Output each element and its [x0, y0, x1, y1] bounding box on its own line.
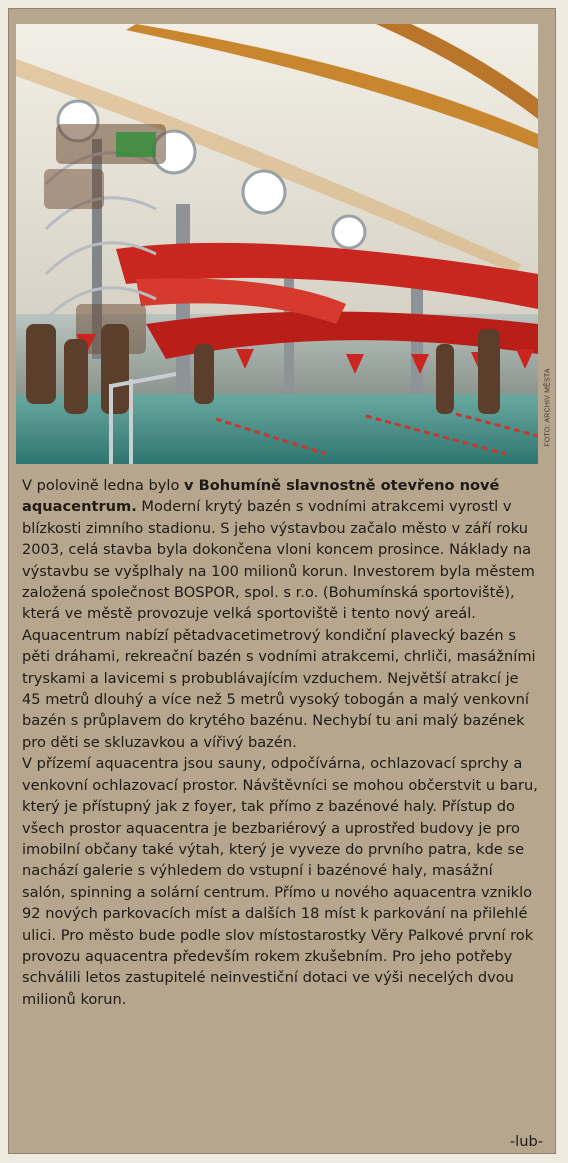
aquacenter-photo-image [16, 24, 538, 464]
photo-credit-text: FOTO: ARCHIV MĚSTA [544, 367, 552, 447]
article-body [22, 475, 540, 1010]
article-paragraph-2: V přízemí aquacentra jsou sauny, odpočívárna, ochlazovací sprchy a venkovní ochlazovací prostor. Návštěvníci se mohou občerstvit u baru, který je přístupný jak z foyer, tak přímo z bazénové haly. Přístup do všech prostor aquacentra je bezbariérový a uprostřed budovy je pro imobilní občany také výtah, který je vyveze do prvního patra, kde se nachází galerie s výhledem do vstupní i bazénové haly, masážní salón, spinning a solární centrum. Přímo u nového aquacentra vzniklo 92 nových parkovacích míst a dalších 18 míst k parkování na přilehlé ulici. Pro město bude podle slov místostarostky Věry Palkové první rok provozu aquacentra především rokem zkušebním. Pro jeho potřeby schválili letos zastupitelé neinvestiční dotaci ve výši necelých dvou milionů korun. [22, 755, 538, 1008]
article-paragraph-1 [22, 475, 540, 753]
photo-credit [541, 357, 555, 457]
body-text: Moderní krytý bazén s vodními atrakcemi vyrostl v blízkosti zimního stadionu. S jeho výstavbou začalo město v září roku 2003, celá stavba byla dokončena vloni koncem prosince. Náklady na výstavbu se vyšplhaly na 100 milionů korun. Investorem byla městem založená společnost BOSPOR, spol. s r.o. (Bohumínská sportoviště), která ve městě provozuje velká sportoviště i tento nový areál. Aquacentrum nabízí pětadvacetimetrový kondiční plavecký bazén s pěti dráhami, rekreační bazén s vodními atrakcemi, chrliči, masážními tryskami a lavicemi s probublávajícím vzduchem. Největší atrakcí je 45 metrů dlouhý a více než 5 metrů vysoký tobogán a malý venkovní bazén s průplavem do krytého bazénu. Nechybí tu ani malý bazének pro děti se skluzavkou a vířivý bazén. [22, 498, 536, 751]
lead-plain: V polovině ledna bylo [22, 477, 185, 494]
newspaper-clipping [8, 8, 556, 1154]
lead-bold: v Bohumíně slavnostně otevřeno nové aquacentrum. [22, 477, 500, 516]
author-signature: -lub- [509, 1133, 543, 1150]
aquacenter-photo [16, 24, 538, 464]
